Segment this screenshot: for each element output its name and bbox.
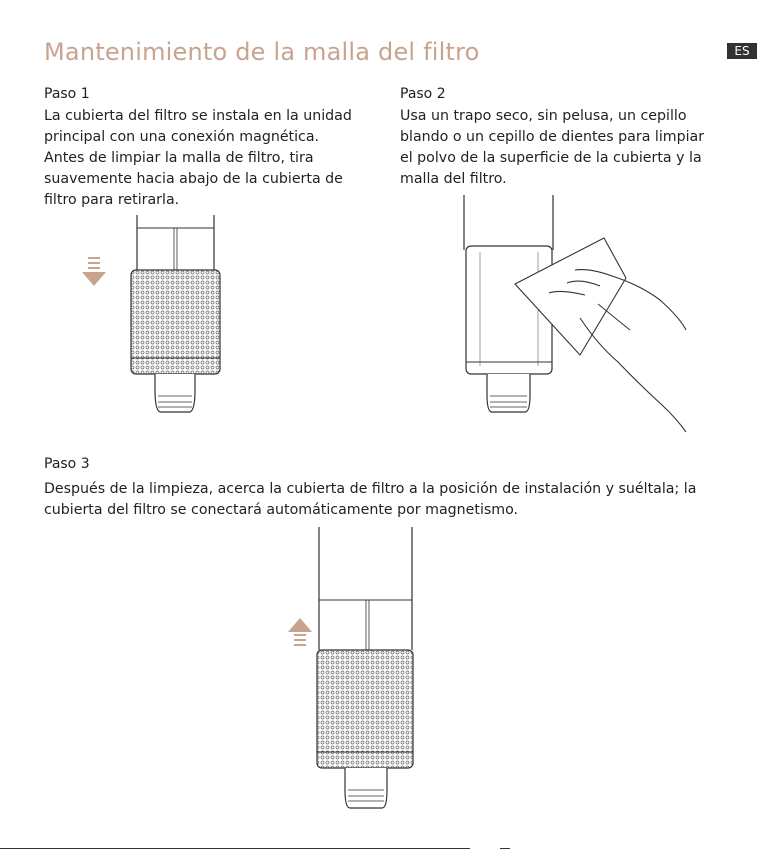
footer-divider [0,848,470,849]
filter-illustration-step-3 [317,527,413,808]
language-badge: ES [727,43,757,59]
filter-illustration-step-1 [131,215,220,412]
step-3-text: Después de la limpieza, acerca la cubierta de filtro a la posición de instalación y suéltala; la cubierta del filtro se conectará automáticamente por magnetismo. [44,481,697,518]
step-1-text: La cubierta del filtro se instala en la unidad principal con una conexión magnética. Antes de limpiar la malla de filtro, tira suavemente hacia abajo de la cubierta de filtro para retirarla. [44,108,352,208]
page-title: Mantenimiento de la malla del filtro [44,38,480,66]
footer-mark [500,848,510,849]
step-2-label: Paso 2 [400,86,446,102]
step-2-text: Usa un trapo seco, sin pelusa, un cepillo blando o un cepillo de dientes para limpiar el polvo de la superficie de la cubierta y la malla del filtro. [400,108,705,187]
step-1-label: Paso 1 [44,86,90,102]
step-3-label: Paso 3 [44,456,90,472]
arrow-down-icon [82,257,106,286]
arrow-up-icon [288,618,312,646]
